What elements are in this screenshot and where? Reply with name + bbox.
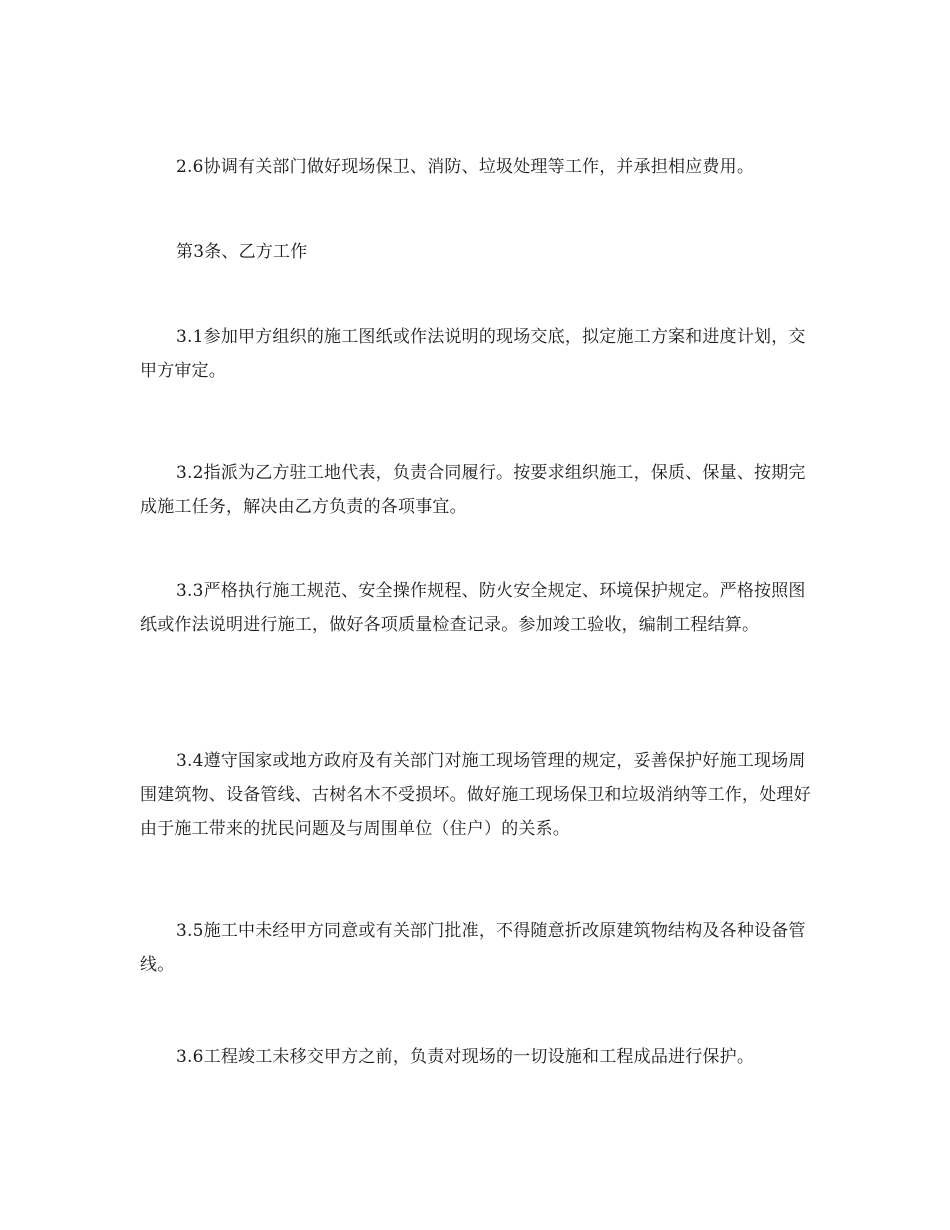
paragraph-3-5: 3.5施工中未经甲方同意或有关部门批准，不得随意折改原建筑物结构及各种设备管线。 xyxy=(140,921,806,975)
paragraph-3-1: 3.1参加甲方组织的施工图纸或作法说明的现场交底，拟定施工方案和进度计划，交甲方审定。 xyxy=(140,327,806,381)
paragraph-3-3: 3.3严格执行施工规范、安全操作规程、防火安全规定、环境保护规定。严格按照图纸或作法说明进行施工，做好各项质量检查记录。参加竣工验收，编制工程结算。 xyxy=(140,581,806,635)
paragraph-2-6: 2.6协调有关部门做好现场保卫、消防、垃圾处理等工作，并承担相应费用。 xyxy=(176,157,755,177)
paragraph-3-4: 3.4遵守国家或地方政府及有关部门对施工现场管理的规定，妥善保护好施工现场周围建筑物、设备管线、古树名木不受损坏。做好施工现场保卫和垃圾消纳等工作，处理好由于施工带来的扰民问题及与周围单位（住户）的关系。 xyxy=(140,751,811,839)
paragraph-3-2: 3.2指派为乙方驻工地代表，负责合同履行。按要求组织施工，保质、保量、按期完成施工任务，解决由乙方负责的各项事宜。 xyxy=(140,463,806,517)
section-heading-article-3: 第3条、乙方工作 xyxy=(176,242,308,262)
paragraph-3-6: 3.6工程竣工未移交甲方之前，负责对现场的一切设施和工程成品进行保护。 xyxy=(176,1047,755,1067)
